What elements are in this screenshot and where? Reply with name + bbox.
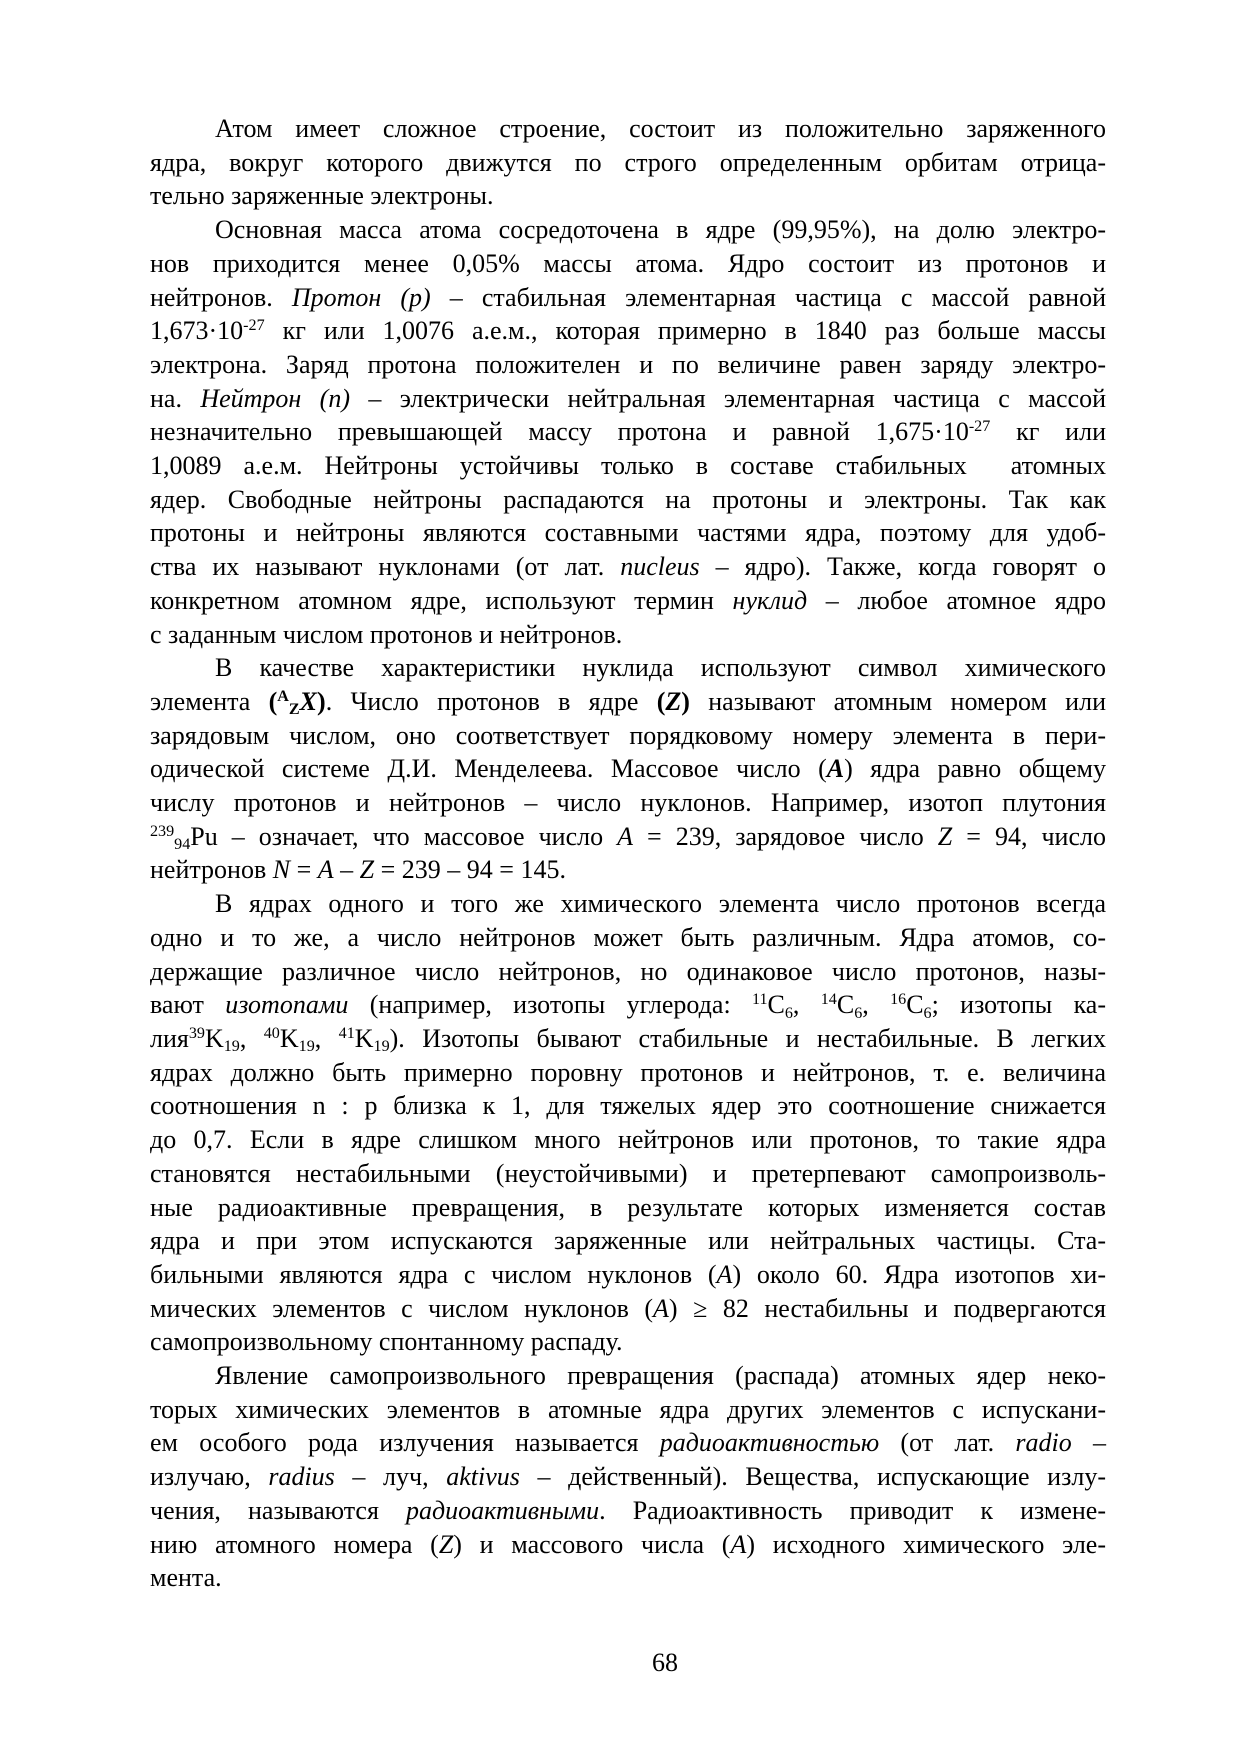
text-line: элемента ($^А_Z$X). Число протонов в ядре (Z) называют атомным номером или (150, 686, 1106, 719)
text-line: $^{239}_{94}$Pu – означает, что массовое число А = 239, зарядовое число Z = 94, число (150, 821, 1106, 854)
text-line: ства их называют нуклонами (от лат. nucleus – ядро). Также, когда говорят о (150, 552, 1106, 582)
text-line: ные радиоактивные превращения, в результате которых изменяется состав (150, 1192, 1106, 1222)
text-line: ядра, вокруг которого движутся по строго определенным орбитам отрица- (150, 147, 1106, 177)
text-line: держащие различное число нейтронов, но одинаковое число протонов, назы- (150, 956, 1106, 986)
text-line: нов приходится менее 0,05% массы атома. Ядро состоит из протонов и (150, 248, 1106, 278)
text-line: числу протонов и нейтронов – число нуклонов. Например, изотоп плутония (150, 788, 1106, 818)
text-line: Атом имеет сложное строение, состоит из положительно заряженного (215, 114, 1106, 143)
text-line: тельно заряженные электроны. (150, 181, 494, 211)
paragraph (150, 651, 1106, 887)
text-line: чения, называются радиоактивными. Радиоактивность приводит к измене- (150, 1495, 1106, 1525)
text-line: вают изотопами (например, изотопы углерода: $^{11}C_6$, $^{14}C_6$, $^{16}C_6$; изотопы ка- (150, 990, 1107, 1022)
text-line: на. Нейтрон (n) – электрически нейтральная элементарная частица с массой (150, 383, 1106, 413)
text-line: бильными являются ядра с числом нуклонов (А) около 60. Ядра изотопов хи- (150, 1259, 1106, 1289)
text-line: Явление самопроизвольного превращения (распада) атомных ядер неко- (215, 1361, 1106, 1391)
text-line: одно и то же, а число нейтронов может быть различным. Ядра атомов, со- (150, 922, 1106, 952)
text-line: В качестве характеристики нуклида используют символ химического (215, 653, 1106, 683)
text-line: нейтронов N = А – Z = 239 – 94 = 145. (150, 855, 566, 885)
text-line: протоны и нейтроны являются составными частями ядра, поэтому для удоб- (150, 518, 1106, 548)
paragraph (150, 887, 1106, 1359)
text-line: нейтронов. Протон (р) – стабильная элементарная частица с массой равной (150, 282, 1106, 312)
text-line: мента. (150, 1563, 222, 1593)
text-line: конкретном атомном ядре, используют термин нуклид – любое атомное ядро (150, 585, 1106, 615)
text-line: ядер. Свободные нейтроны распадаются на протоны и электроны. Так как (150, 484, 1106, 514)
text-line: одической системе Д.И. Менделеева. Массовое число (А) ядра равно общему (150, 754, 1106, 784)
text-line: зарядовым числом, оно соответствует порядковому номеру элемента в пери- (150, 720, 1106, 750)
text-line: ядрах должно быть примерно поровну протонов и нейтронов, т. е. величина (150, 1057, 1106, 1087)
text-line: ем особого рода излучения называется радиоактивностью (от лат. radio – (150, 1428, 1106, 1458)
text-line: с заданным числом протонов и нейтронов. (150, 619, 623, 649)
text-line: 1,0089 а.е.м. Нейтроны устойчивы только в составе стабильных атомных (150, 451, 1106, 481)
text-line: Основная масса атома сосредоточена в ядре (99,95%), на долю электро- (215, 215, 1106, 245)
text-line: торых химических элементов в атомные ядра других элементов с испускани- (150, 1394, 1106, 1424)
text-line: мических элементов с числом нуклонов (А) ≥ 82 нестабильны и подвергаются (150, 1293, 1106, 1323)
text-line: незначительно превышающей массу протона и равной $1,675\cdot 10^{-27}$ кг или (150, 417, 1106, 447)
text-line: соотношения n : p близка к 1, для тяжелых ядер это соотношение снижается (150, 1091, 1106, 1121)
paragraph (150, 112, 1106, 213)
text-line: В ядрах одного и того же химического элемента число протонов всегда (215, 889, 1106, 919)
text-line: до 0,7. Если в ядре слишком много нейтронов или протонов, то такие ядра (150, 1125, 1106, 1155)
text-line: $лия^{39}K_{19}$, $^{40}K_{19}$, $^{41}K_{19}$). Изотопы бывают стабильные и нестабильные. В легких (150, 1023, 1106, 1056)
text-line: самопроизвольному спонтанному распаду. (150, 1327, 623, 1357)
text-line: ядра и при этом испускаются заряженные или нейтральных частицы. Ста- (150, 1226, 1106, 1256)
text-line: $1,673\cdot 10^{-27}$ кг или 1,0076 а.е.м., которая примерно в 1840 раз больше массы (150, 316, 1106, 346)
page-number: 68 (652, 1648, 678, 1677)
paragraph (150, 213, 1106, 651)
paragraph (150, 1359, 1106, 1595)
text-line: электрона. Заряд протона положителен и по величине равен заряду электро- (150, 349, 1106, 379)
text-line: нию атомного номера (Z) и массового числа (А) исходного химического эле- (150, 1529, 1106, 1559)
page-text (150, 112, 1106, 1595)
text-line: излучаю, radius – луч, aktivus – действенный). Вещества, испускающие излу- (150, 1462, 1106, 1492)
text-line: становятся нестабильными (неустойчивыми) и претерпевают самопроизволь- (150, 1158, 1106, 1188)
